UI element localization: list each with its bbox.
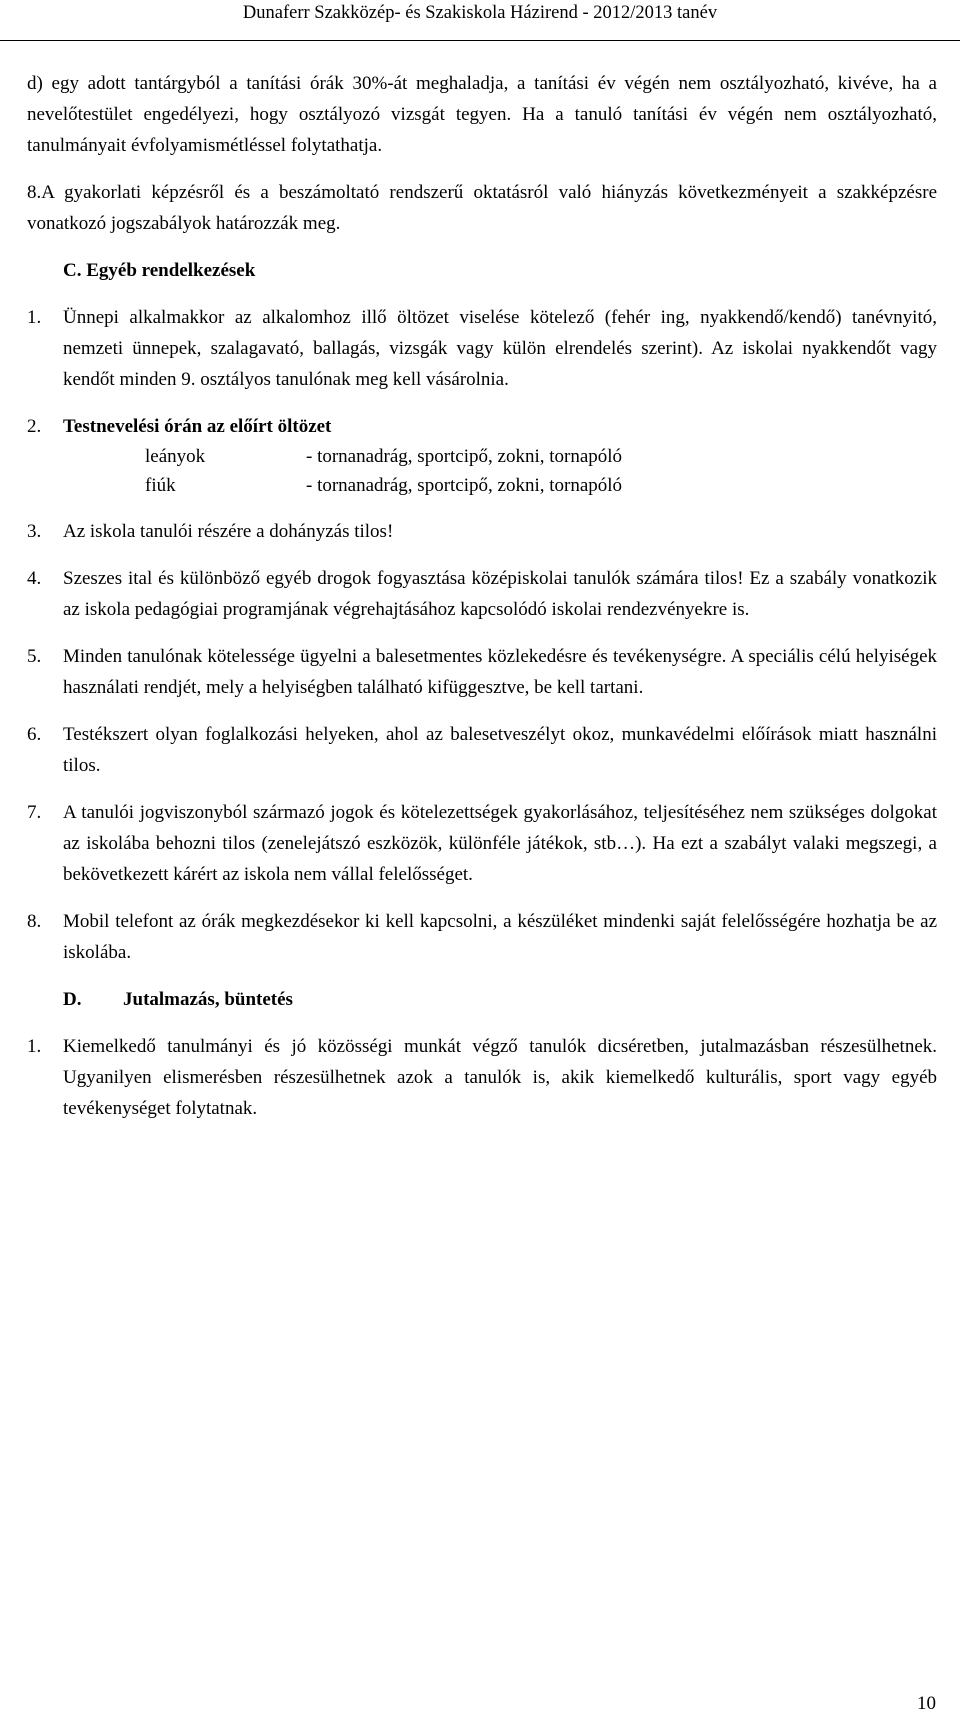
list-item: 5. Minden tanulónak kötelessége ügyelni a balesetmentes közlekedésre és tevékenységre. A speciális célú helyiségek használati rendjét, mely a helyiségben található kifüggesztve, be kell tartani. <box>27 646 937 698</box>
dress-row: leányok - tornanadrág, sportcipő, zokni, tornapóló <box>145 446 623 467</box>
header-title: Dunaferr Szakközép- és Szakiskola Házirend - 2012/2013 tanév <box>242 3 718 23</box>
list-item: 4. Szeszes ital és különböző egyéb drogok fogyasztása középiskolai tanulók számára tilos! Ez a szabály vonatkozik az iskola pedagógiai programjának végrehajtásához kapcsolódó iskolai rendezvényekre is. <box>27 568 937 620</box>
list-item: 3. Az iskola tanulói részére a dohányzás tilos! <box>27 521 394 542</box>
dress-code-table <box>27 442 937 500</box>
list-item: 1. Kiemelkedő tanulmányi és jó közösségi munkát végző tanulók dicséretben, jutalmazásban részesülhetnek. Ugyanilyen elismerésben részesülhetnek azok a tanulók is, akik kiemelkedő kulturális, sport vagy egyéb tevékenységet folytatnak. <box>27 1036 937 1119</box>
list-item: 7. A tanulói jogviszonyból származó jogok és kötelezettségek gyakorlásához, teljesítéséhez nem szükséges dolgokat az iskolába behozni tilos (zenelejátszó eszközök, különféle játékok, stb…). Ha ezt a szabályt valaki megszegi, a bekövetkezett kárért az iskola nem vállal felelősséget. <box>27 802 937 885</box>
section-c-heading: C. Egyéb rendelkezések <box>63 260 256 281</box>
page-number: 10 <box>917 1693 936 1714</box>
list-item: 1. Ünnepi alkalmakkor az alkalomhoz illő öltözet viselése kötelező (fehér ing, nyakkendő/kendő) tanévnyitó, nemzeti ünnepek, szalagavató, ballagás, vizsgák vagy külön elrendelés szerint). Az iskolai nyakkendőt vagy kendőt minden 9. osztályos tanulónak meg kell vásárolnia. <box>27 307 937 390</box>
list-item: 8. Mobil telefont az órák megkezdésekor ki kell kapcsolni, a készüléket mindenki saját felelősségére hozhatja be az iskolába. <box>27 911 937 963</box>
section-d-heading: D. Jutalmazás, büntetés <box>63 989 293 1010</box>
document-body <box>27 68 937 1124</box>
paragraph-8: 8.A gyakorlati képzésről és a beszámoltató rendszerű oktatásról való hiányzás következményeit a szakképzésre vonatkozó jogszabályok határozzák meg. <box>27 182 937 234</box>
list-item: 2. Testnevelési órán az előírt öltözet <box>27 416 332 437</box>
page-header <box>0 0 960 41</box>
list-item: 6. Testékszert olyan foglalkozási helyeken, ahol az balesetveszélyt okoz, munkavédelmi előírások miatt használni tilos. <box>27 724 937 776</box>
dress-row: fiúk - tornanadrág, sportcipő, zokni, tornapóló <box>145 475 623 496</box>
paragraph-d: d) egy adott tantárgyból a tanítási órák 30%-át meghaladja, a tanítási év végén nem osztályozható, kivéve, ha a nevelőtestület engedélyezi, hogy osztályozó vizsgát tegyen. Ha a tanuló tanítási év végén nem osztályozható, tanulmányait évfolyamismétléssel folytathatja. <box>27 73 937 156</box>
